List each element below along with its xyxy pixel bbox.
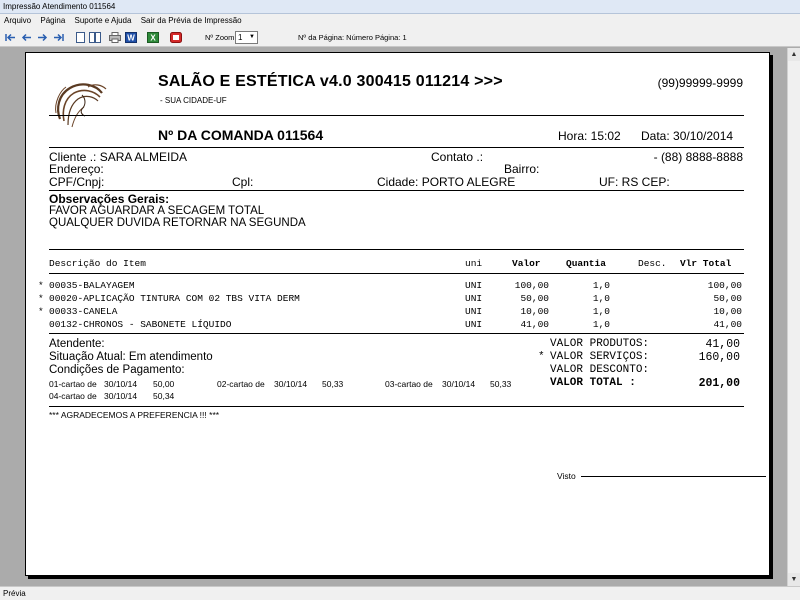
observations-title: Observações Gerais:: [49, 192, 170, 206]
payment-date: 30/10/14: [274, 379, 308, 389]
observation-line: FAVOR AGUARDAR A SECAGEM TOTAL: [49, 205, 265, 217]
menu-bar: [0, 14, 800, 28]
status-bar: [0, 586, 800, 600]
column-uni: uni: [465, 258, 483, 269]
payment-date: 30/10/14: [104, 391, 138, 401]
receipt-page: [25, 52, 770, 576]
contact-label: Contato .:: [431, 150, 484, 164]
svg-text:W: W: [127, 33, 135, 42]
next-page-icon[interactable]: [36, 31, 48, 43]
salon-logo-icon: [52, 79, 108, 131]
item-total: 41,00: [713, 319, 742, 330]
single-page-icon[interactable]: [74, 31, 86, 43]
item-quantity: 1,0: [592, 306, 610, 317]
item-price: 41,00: [520, 319, 549, 330]
payment-value: 50,33: [322, 379, 344, 389]
table-row: [26, 280, 771, 292]
pdf-export-icon[interactable]: [170, 31, 182, 43]
previous-page-icon[interactable]: [20, 31, 32, 43]
menu-pagina[interactable]: Página: [40, 16, 66, 25]
signature-line: [581, 476, 766, 477]
toolbar: [0, 28, 800, 47]
menu-suporte[interactable]: Suporte e Ajuda: [74, 16, 132, 25]
store-city: - SUA CIDADE-UF: [160, 96, 227, 105]
item-unit: UNI: [465, 319, 483, 330]
grand-total-label: VALOR TOTAL :: [550, 377, 636, 389]
payment-value: 50,34: [153, 391, 175, 401]
svg-text:X: X: [150, 33, 156, 42]
payment-label: 03-cartao de: [385, 379, 433, 389]
word-export-icon[interactable]: [125, 31, 137, 43]
store-phone: (99)99999-9999: [657, 76, 743, 90]
item-description: 00033-CANELA: [49, 306, 118, 317]
first-page-icon[interactable]: [4, 31, 16, 43]
divider: [49, 249, 744, 250]
item-mark: *: [38, 306, 44, 317]
column-descricao: Descrição do Item: [49, 258, 146, 269]
payment-date: 30/10/14: [442, 379, 476, 389]
comanda-number: Nº DA COMANDA 011564: [158, 127, 324, 143]
attendant-label: Atendente:: [49, 338, 105, 350]
chevron-down-icon: ▼: [249, 34, 255, 40]
item-unit: UNI: [465, 306, 483, 317]
printer-icon[interactable]: [109, 31, 121, 43]
table-row: [26, 319, 771, 331]
status-text: Situação Atual: Em atendimento: [49, 351, 213, 363]
payment-value: 50,00: [153, 379, 175, 389]
excel-export-icon[interactable]: [147, 31, 159, 43]
observation-line: QUALQUER DUVIDA RETORNAR NA SEGUNDA: [49, 217, 306, 229]
divider: [49, 333, 744, 334]
divider: [49, 273, 744, 274]
last-page-icon[interactable]: [52, 31, 64, 43]
column-quantia: Quantia: [566, 258, 606, 269]
payment-label: 04-cartao de: [49, 391, 97, 401]
item-unit: UNI: [465, 280, 483, 291]
discount-label: VALOR DESCONTO:: [550, 364, 650, 376]
products-total: 41,00: [705, 338, 740, 351]
zoom-value: 1: [238, 33, 243, 42]
store-name: SALÃO E ESTÉTICA v4.0 300415 011214 >>>: [158, 73, 503, 90]
item-total: 100,00: [707, 280, 742, 291]
item-quantity: 1,0: [592, 280, 610, 291]
item-unit: UNI: [465, 293, 483, 304]
divider: [49, 406, 744, 407]
payment-label: 02-cartao de: [217, 379, 265, 389]
payment-label: 01-cartao de: [49, 379, 97, 389]
uf-cep-value: UF: RS CEP:: [599, 175, 670, 189]
column-desc: Desc.: [638, 258, 667, 269]
item-description: 00035-BALAYAGEM: [49, 280, 135, 291]
thanks-message: *** AGRADECEMOS A PREFERENCIA !!! ***: [49, 410, 220, 420]
item-price: 50,00: [520, 293, 549, 304]
receipt-date: Data: 30/10/2014: [641, 129, 734, 143]
city-value: Cidade: PORTO ALEGRE: [377, 175, 516, 189]
contact-phone: - (88) 8888-8888: [653, 150, 743, 164]
item-mark: *: [38, 280, 44, 291]
item-description: 00020-APLICAÇÃO TINTURA COM 02 TBS VITA DERM: [49, 293, 300, 304]
scroll-down-icon[interactable]: ▼: [788, 573, 800, 586]
payment-value: 50,33: [490, 379, 512, 389]
scroll-up-icon[interactable]: ▲: [788, 48, 800, 61]
signature-label: Visto: [557, 471, 576, 481]
vertical-scrollbar[interactable]: [787, 48, 800, 586]
grand-total: 201,00: [698, 377, 740, 390]
menu-sair-previa[interactable]: Sair da Prévia de Impressão: [140, 16, 242, 25]
column-vlr-total: Vlr Total: [680, 258, 732, 269]
item-total: 10,00: [713, 306, 742, 317]
item-total: 50,00: [713, 293, 742, 304]
divider: [49, 190, 744, 191]
payment-date: 30/10/14: [104, 379, 138, 389]
table-row: [26, 306, 771, 318]
client-name: Cliente .: SARA ALMEIDA: [49, 150, 188, 164]
status-text: Prévia: [3, 589, 26, 598]
item-mark: *: [38, 293, 44, 304]
window-title: Impressão Atendimento 011564: [0, 0, 800, 14]
item-quantity: 1,0: [592, 319, 610, 330]
column-valor: Valor: [512, 258, 541, 269]
products-total-label: VALOR PRODUTOS:: [550, 338, 650, 350]
two-pages-icon[interactable]: [89, 31, 101, 43]
page-number-label: Nº da Página: Número Página: 1: [298, 33, 407, 42]
receipt-time: Hora: 15:02: [558, 129, 621, 143]
zoom-select[interactable]: [235, 31, 258, 44]
address-label: Endereço:: [49, 162, 104, 176]
services-total-label: VALOR SERVIÇOS:: [550, 351, 650, 363]
payment-conditions-label: Condições de Pagamento:: [49, 364, 185, 376]
item-price: 10,00: [520, 306, 549, 317]
zoom-label: Nº Zoom: [205, 33, 235, 42]
cpl-label: Cpl:: [232, 175, 254, 189]
district-label: Bairro:: [504, 162, 540, 176]
item-quantity: 1,0: [592, 293, 610, 304]
item-description: 00132-CHRONOS - SABONETE LÍQUIDO: [49, 319, 232, 330]
preview-area: [0, 48, 787, 586]
divider: [49, 147, 744, 148]
divider: [49, 115, 744, 116]
item-price: 100,00: [514, 280, 549, 291]
cpf-label: CPF/Cnpj:: [49, 175, 105, 189]
services-total: 160,00: [698, 351, 740, 364]
menu-arquivo[interactable]: Arquivo: [4, 16, 32, 25]
services-mark: *: [538, 351, 545, 363]
table-row: [26, 293, 771, 305]
